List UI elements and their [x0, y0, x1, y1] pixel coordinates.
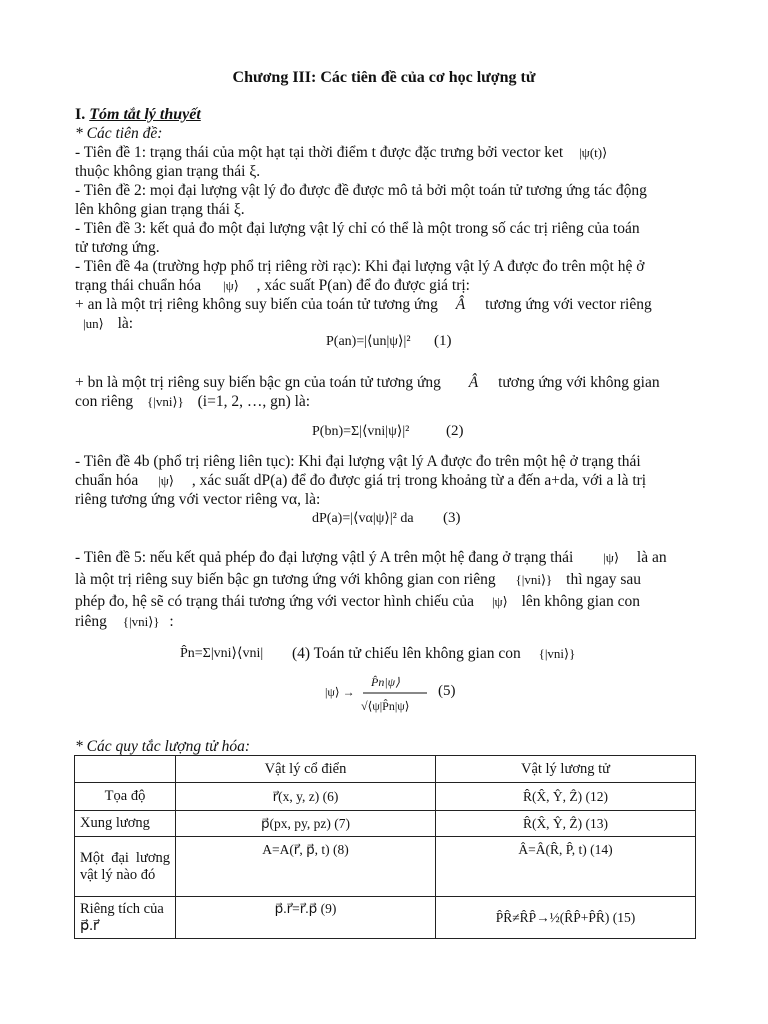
- equation-1-number: (1): [434, 333, 452, 349]
- postulate-5-line-2: [75, 570, 641, 589]
- equation-5: [323, 672, 433, 716]
- text: là an: [636, 549, 667, 566]
- text: phép đo, hệ sẽ có trạng thái tương ứng với vector hình chiếu của: [75, 593, 475, 610]
- degenerate-line-2: [75, 392, 310, 411]
- operator-a-hat: Â: [468, 374, 479, 391]
- section-number: I.: [75, 106, 86, 123]
- text: - Tiên đề 5: nếu kết quả phép đo đại lượng vậtl ý A trên một hệ đang ở trạng thái: [75, 549, 574, 566]
- ket-un: |un⟩: [83, 316, 104, 331]
- text: chuẩn hóa: [75, 472, 139, 489]
- text: tương ứng với không gian: [498, 374, 660, 391]
- text: + bn là một trị riêng suy biến bậc gn của toán tử tương ứng: [75, 374, 441, 391]
- text: tương ứng với vector riêng: [485, 296, 652, 313]
- operator-a-hat: Â: [455, 296, 466, 313]
- equation-3-number: (3): [443, 510, 461, 526]
- equation-1: P(an)=|⟨un|ψ⟩|²: [326, 334, 411, 349]
- quantum-cell: P̂R̂≠R̂P̂→½(R̂P̂+P̂R̂) (15): [436, 897, 696, 939]
- subspace-set-vni: {|vni⟩}: [538, 646, 576, 661]
- quantum-cell: R̂(X̂, Ŷ, Ẑ) (12): [436, 783, 696, 811]
- equation-2-number: (2): [446, 423, 464, 439]
- text: riêng: [75, 613, 107, 630]
- classical-cell: r⃗(x, y, z) (6): [176, 783, 436, 811]
- text: là:: [117, 315, 134, 332]
- section-title: Tóm tắt lý thuyết: [89, 106, 201, 123]
- nondegenerate-line-2: [83, 314, 133, 333]
- quantum-cell: Â=Â(R̂, P̂, t) (14): [436, 837, 696, 897]
- text: lên không gian con: [521, 593, 641, 610]
- svg-text:|ψ⟩ →: |ψ⟩ →: [325, 685, 355, 699]
- postulate-5-line-1: [75, 548, 667, 567]
- postulate-4b-line-1: - Tiên đề 4b (phổ trị riêng liên tục): Khi đại lượng vật lý A được đo trên một hệ ở trạng thái: [75, 453, 641, 470]
- postulate-1-line-2: thuộc không gian trạng thái ξ.: [75, 163, 261, 180]
- table-row: [75, 897, 696, 939]
- quantization-heading: * Các quy tắc lượng tử hóa:: [75, 738, 250, 755]
- row-label: Xung lương: [75, 811, 176, 837]
- postulate-4a-line-1: - Tiên đề 4a (trường hợp phổ trị riêng rời rạc): Khi đại lượng vật lý A được đo trên một hệ ở: [75, 258, 645, 275]
- postulate-3-line-1: - Tiên đề 3: kết quả đo một đại lượng vật lý chỉ có thể là một trong số các trị riêng của toán: [75, 220, 640, 237]
- quantization-table: [74, 755, 696, 939]
- text: (i=1, 2, …, gn) là:: [197, 393, 311, 410]
- subspace-set-vni: {|vni⟩}: [515, 572, 553, 587]
- text: con riêng: [75, 393, 134, 410]
- row-label: Một đại lương vật lý nào đó: [75, 837, 176, 897]
- equation-3: dP(a)=|⟨vα|ψ⟩|² da: [312, 511, 414, 526]
- table-header-cell: Vật lý lương tử: [436, 756, 696, 783]
- ket-psi-t: |ψ(t)⟩: [579, 145, 608, 160]
- equation-4: P̂n=Σ|vni⟩⟨vni|: [180, 646, 264, 661]
- degenerate-line-1: [75, 373, 660, 392]
- table-row: [75, 783, 696, 811]
- svg-text:√⟨ψ|P̂n|ψ⟩: √⟨ψ|P̂n|ψ⟩: [361, 699, 410, 713]
- postulate-2-line-2: lên không gian trạng thái ξ.: [75, 201, 245, 218]
- ket-psi: |ψ⟩: [222, 278, 239, 293]
- page-title: Chương III: Các tiên đề của cơ học lượng tử: [232, 69, 536, 86]
- postulates-heading: * Các tiên đề:: [75, 125, 163, 142]
- quantum-cell: R̂(X̂, Ŷ, Ẑ) (13): [436, 811, 696, 837]
- table-row: [75, 811, 696, 837]
- text: (4) Toán tử chiếu lên không gian con: [292, 645, 521, 662]
- postulate-5-line-4: [75, 612, 174, 631]
- ket-psi: |ψ⟩: [491, 594, 508, 609]
- table-header-row: [75, 756, 696, 783]
- equation-5-graphic: [323, 672, 433, 716]
- nondegenerate-line-1: [75, 295, 652, 314]
- text: thì ngay sau: [566, 571, 642, 588]
- row-label: Tọa độ: [75, 783, 176, 811]
- table-row: [75, 837, 696, 897]
- postulate-4a-line-2: [75, 276, 470, 295]
- ket-psi: |ψ⟩: [603, 550, 620, 565]
- table-header-cell: Vật lý cổ điển: [176, 756, 436, 783]
- postulate-3-line-2: tử tương ứng.: [75, 239, 160, 256]
- ket-psi: |ψ⟩: [158, 473, 174, 488]
- classical-cell: p⃗(px, py, pz) (7): [176, 811, 436, 837]
- equation-4-description: [292, 644, 575, 663]
- text: :: [169, 613, 174, 630]
- equation-2: P(bn)=Σ|⟨vni|ψ⟩|²: [312, 424, 410, 439]
- row-label: Riêng tích của p⃗.r⃗: [75, 897, 176, 939]
- equation-5-number: (5): [438, 683, 456, 699]
- svg-text:P̂n|ψ⟩: P̂n|ψ⟩: [371, 675, 400, 689]
- text: + an là một trị riêng không suy biến của toán tử tương ứng: [75, 296, 438, 313]
- text: trạng thái chuẩn hóa: [75, 277, 202, 294]
- postulate-5-line-3: [75, 592, 640, 611]
- postulate-2-line-1: - Tiên đề 2: mọi đại lượng vật lý đo được đề được mô tả bởi một toán tử tương ứng tác động: [75, 182, 647, 199]
- subspace-set-vni: {|vni⟩}: [146, 394, 184, 409]
- postulate-4b-line-2: [75, 471, 646, 490]
- postulate-4b-line-3: riêng tương ứng với vector riêng vα, là:: [75, 491, 321, 508]
- classical-cell: A=A(r⃗, p⃗, t) (8): [176, 837, 436, 897]
- text: , xác suất dP(a) để đo được giá trị trong khoảng từ a đến a+da, với a là trị: [191, 472, 647, 489]
- postulate-1-line-1: [75, 143, 607, 162]
- text: - Tiên đề 1: trạng thái của một hạt tại thời điểm t được đặc trưng bởi vector ket: [75, 144, 564, 161]
- section-heading: [75, 105, 201, 124]
- subspace-set-vni: {|vni⟩}: [122, 614, 160, 629]
- table-header-cell: [75, 756, 176, 783]
- text: , xác suất P(an) để đo được giá trị:: [256, 277, 470, 294]
- text: là một trị riêng suy biến bậc gn tương ứng với không gian con riêng: [75, 571, 496, 588]
- classical-cell: p⃗.r⃗=r⃗.p⃗ (9): [176, 897, 436, 939]
